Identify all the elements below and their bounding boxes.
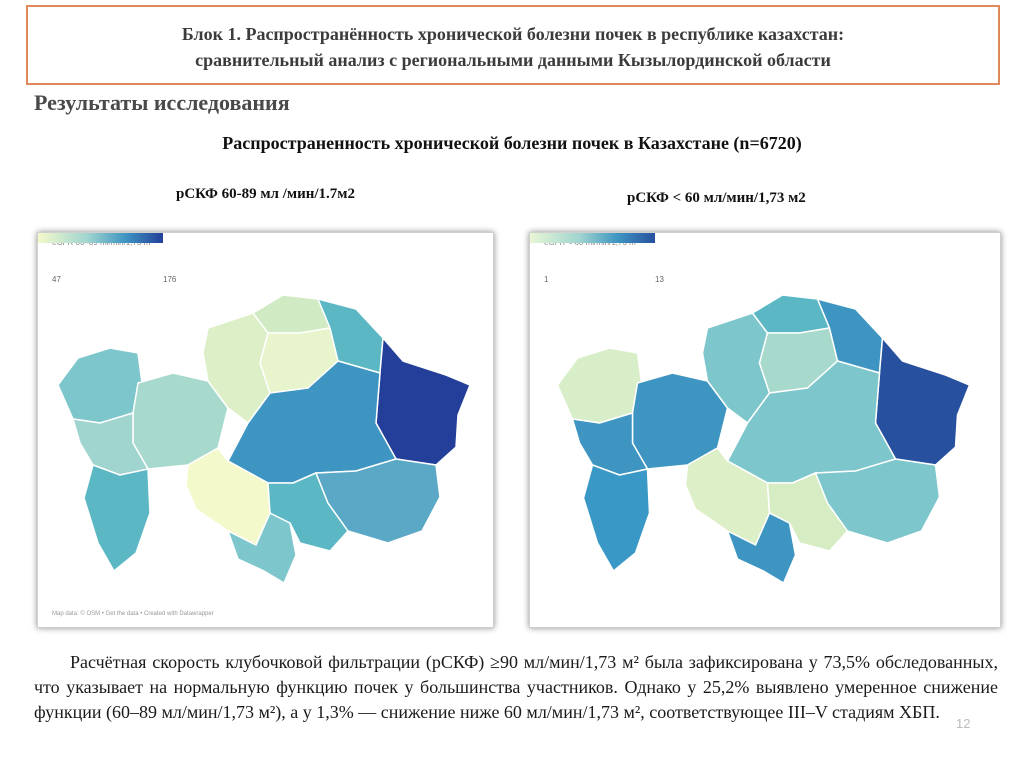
right-legend-max: 13 bbox=[655, 275, 664, 284]
right-map-svg bbox=[530, 233, 1000, 627]
section-heading: Результаты исследования bbox=[34, 90, 290, 115]
right-region-mangystau bbox=[584, 465, 650, 571]
title-line-1: Блок 1. Распространённость хронической болезни почек в республике казахстан: bbox=[181, 24, 845, 44]
left-map-label: рСКФ 60-89 мл /мин/1.7м2 bbox=[176, 186, 356, 202]
map-credit: Map data: © OSM • Get the data • Created with Datawrapper bbox=[52, 611, 214, 617]
title-box bbox=[26, 5, 1000, 85]
page-number: 12 bbox=[956, 716, 971, 731]
right-region-west bbox=[558, 348, 642, 423]
left-region-east-kaz bbox=[376, 338, 470, 465]
title-line-2: сравнительный анализ с региональными данными Кызылординской области bbox=[195, 50, 831, 70]
left-region-west bbox=[58, 348, 142, 423]
body-text: Расчётная скорость клубочковой фильтрации (рСКФ) ≥90 мл/мин/1,73 м² была зафиксирована у 73,5% обследованных, что указывает на нормальную функцию почек у большинства участников. Однако у 25,2% выявлено умеренное снижение функции (60–89 мл/мин/1,73 м²), а у 1,3% — снижение ниже 60 мл/мин/1,73 м², соответствующее III–V стадиям ХБП. bbox=[34, 652, 998, 722]
left-map-panel bbox=[37, 232, 494, 628]
left-legend-max: 176 bbox=[163, 275, 177, 284]
left-map-svg bbox=[38, 233, 493, 627]
right-map-label: рСКФ < 60 мл/мин/1,73 м2 bbox=[627, 190, 806, 206]
main-subtitle: Распространенность хронической болезни почек в Казахстане (n=6720) bbox=[222, 133, 802, 153]
right-legend-min: 1 bbox=[544, 275, 549, 284]
left-legend-min: 47 bbox=[52, 275, 61, 284]
right-map-panel bbox=[529, 232, 1001, 628]
right-region-east-kaz bbox=[876, 338, 970, 465]
left-region-mangystau bbox=[84, 465, 150, 571]
